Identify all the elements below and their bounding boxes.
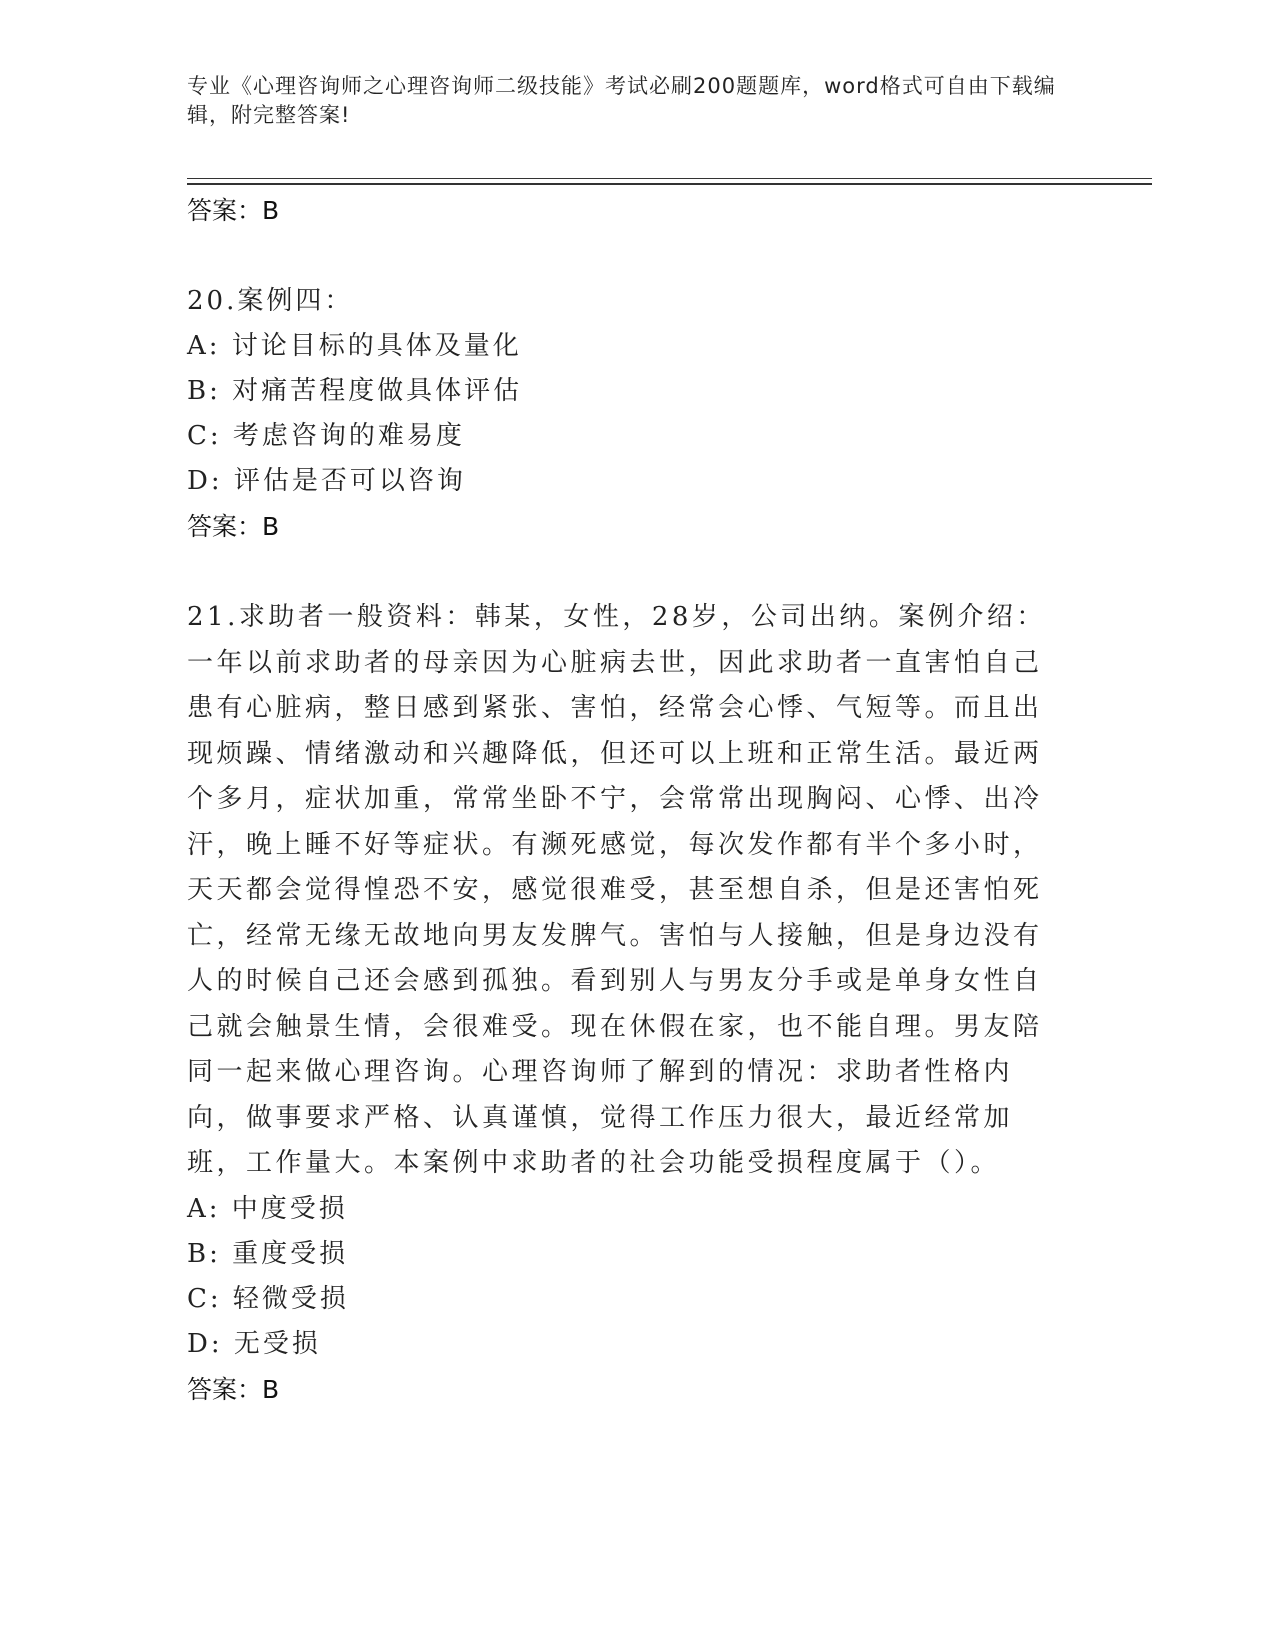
- spacer: [187, 233, 1067, 279]
- question-21-text: 21.求助者一般资料：韩某，女性，28岁，公司出纳。案例介绍：一年以前求助者的母亲因为心脏病去世，因此求助者一直害怕自己患有心脏病，整日感到紧张、害怕，经常会心悸、气短等。而且出现烦躁、情绪激动和兴趣降低，但还可以上班和正常生活。最近两个多月，症状加重，常常坐卧不宁，会常常出现胸闷、心悸、出冷汗，晚上睡不好等症状。有濒死感觉，每次发作都有半个多小时，天天都会觉得惶恐不安，感觉很难受，甚至想自杀，但是还害怕死亡，经常无缘无故地向男友发脾气。害怕与人接触，但是身边没有人的时候自己还会感到孤独。看到别人与男友分手或是单身女性自己就会触景生情，会很难受。现在休假在家，也不能自理。男友陪同一起来做心理咨询。心理咨询师了解到的情况：求助者性格内向，做事要求严格、认真谨慎，觉得工作压力很大，最近经常加班，工作量大。本案例中求助者的社会功能受损程度属于（）。: [187, 602, 1046, 1178]
- question-20-title: 20.案例四：: [187, 286, 354, 316]
- question-content: [187, 188, 1067, 1412]
- answer-label: 答案：B: [187, 1374, 280, 1404]
- option-d: D: 无受损: [187, 1328, 321, 1359]
- spacer: [187, 549, 1067, 595]
- option-c: C: 轻微受损: [187, 1283, 349, 1314]
- option-c: C: 考虑咨询的难易度: [187, 421, 465, 451]
- document-header: 专业《心理咨询师之心理咨询师二级技能》考试必刷200题题库，word格式可自由下载编辑，附完整答案!: [187, 74, 1056, 127]
- option-d: D: 评估是否可以咨询: [187, 466, 466, 496]
- option-b: B: 对痛苦程度做具体评估: [187, 376, 523, 406]
- option-a: A: 中度受损: [187, 1193, 348, 1224]
- header-divider-thin: [187, 178, 1152, 179]
- answer-label: 答案：B: [187, 196, 280, 225]
- header-divider-thick: [187, 183, 1152, 185]
- option-a: A: 讨论目标的具体及量化: [187, 331, 522, 361]
- answer-label: 答案：B: [187, 512, 280, 541]
- option-b: B: 重度受损: [187, 1238, 349, 1269]
